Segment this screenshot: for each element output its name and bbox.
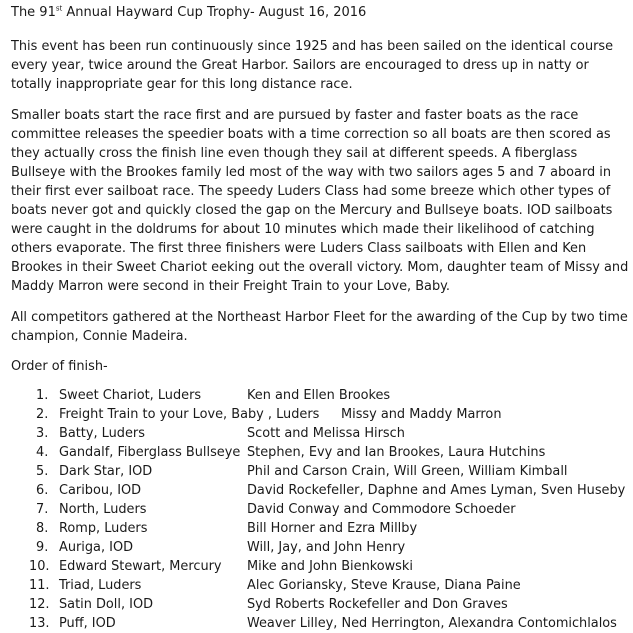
crew-names: Will, Jay, and John Henry xyxy=(247,540,406,555)
boat-name: Triad, Luders xyxy=(59,578,142,593)
list-item xyxy=(11,614,629,633)
list-item xyxy=(11,519,629,538)
crew-names: David Rockefeller, Daphne and Ames Lyman, Sven Huseby xyxy=(247,483,626,498)
finish-number: 11. xyxy=(29,578,50,593)
list-item xyxy=(11,405,629,424)
document-page xyxy=(11,4,629,633)
finish-number: 13. xyxy=(29,616,50,631)
finish-number: 1. xyxy=(36,388,49,403)
title-text-end: Annual Hayward Cup Trophy- August 16, 2016 xyxy=(62,5,367,20)
crew-names: Bill Horner and Ezra Millby xyxy=(247,521,418,536)
list-item xyxy=(11,557,629,576)
finish-list xyxy=(11,386,629,633)
list-item xyxy=(11,538,629,557)
title-ordinal-suffix: st xyxy=(55,4,63,13)
crew-names: Weaver Lilley, Ned Herrington, Alexandra Contomichlalos xyxy=(247,616,617,631)
list-item xyxy=(11,595,629,614)
finish-number: 9. xyxy=(36,540,49,555)
boat-name: Batty, Luders xyxy=(59,426,145,441)
crew-names: Syd Roberts Rockefeller and Don Graves xyxy=(247,597,508,612)
boat-name: Romp, Luders xyxy=(59,521,148,536)
finish-number: 8. xyxy=(36,521,49,536)
finish-number: 7. xyxy=(36,502,49,517)
list-item xyxy=(11,500,629,519)
list-item xyxy=(11,462,629,481)
crew-names: Alec Goriansky, Steve Krause, Diana Paine xyxy=(247,578,521,593)
crew-names: Missy and Maddy Marron xyxy=(341,407,502,422)
finish-number: 6. xyxy=(36,483,49,498)
paragraph-race-report: Smaller boats start the race first and are pursued by faster and faster boats as the race committee releases the speedier boats with a time correction so all boats are then scored as they actually cross the finish line even though they sail at different speeds. A fiberglass Bullseye with the Brookes family led most of the way with two sailors ages 5 and 7 aboard in their first ever sailboat race. The speedy Luders Class had some breeze which other types of boats never got and quickly closed the gap on the Mercury and Bullseye boats. IOD sailboats were caught in the doldrums for about 10 minutes which made their likelihood of catching others evaporate. The first three finishers were Luders Class sailboats with Ellen and Ken Brookes in their Sweet Chariot eeking out the overall victory. Mom, daughter team of Missy and Maddy Marron were second in their Freight Train to your Love, Baby. xyxy=(11,108,629,294)
order-of-finish-heading: Order of finish- xyxy=(11,359,108,374)
crew-names: Phil and Carson Crain, Will Green, William Kimball xyxy=(247,464,568,479)
finish-number: 5. xyxy=(36,464,49,479)
boat-name: Caribou, IOD xyxy=(59,483,142,498)
boat-name: Dark Star, IOD xyxy=(59,464,153,479)
crew-names: Mike and John Bienkowski xyxy=(247,559,413,574)
paragraph-history: This event has been run continuously since 1925 and has been sailed on the identical course every year, twice around the Great Harbor. Sailors are encouraged to dress up in natty or totally inappropriate gear for this long distance race. xyxy=(11,39,614,92)
list-item xyxy=(11,386,629,405)
finish-number: 4. xyxy=(36,445,49,460)
list-item xyxy=(11,576,629,595)
boat-name: North, Luders xyxy=(59,502,147,517)
crew-names: Ken and Ellen Brookes xyxy=(247,388,391,403)
crew-names: Stephen, Evy and Ian Brookes, Laura Hutchins xyxy=(247,445,546,460)
crew-names: David Conway and Commodore Schoeder xyxy=(247,502,516,517)
boat-name: Satin Doll, IOD xyxy=(59,597,154,612)
title-text-start: The 91 xyxy=(11,5,56,20)
boat-name: Puff, IOD xyxy=(59,616,116,631)
boat-name: Auriga, IOD xyxy=(59,540,134,555)
document-title xyxy=(11,4,629,21)
finish-number: 3. xyxy=(36,426,49,441)
list-item xyxy=(11,424,629,443)
boat-name: Freight Train to your Love, Baby , Luders xyxy=(59,407,320,422)
list-item xyxy=(11,443,629,462)
finish-number: 12. xyxy=(29,597,50,612)
finish-number: 10. xyxy=(29,559,50,574)
list-item xyxy=(11,481,629,500)
crew-names: Scott and Melissa Hirsch xyxy=(247,426,405,441)
boat-name: Gandalf, Fiberglass Bullseye xyxy=(59,445,241,460)
boat-name: Edward Stewart, Mercury xyxy=(59,559,222,574)
finish-number: 2. xyxy=(36,407,49,422)
boat-name: Sweet Chariot, Luders xyxy=(59,388,202,403)
paragraph-awards: All competitors gathered at the Northeast Harbor Fleet for the awarding of the Cup by two time champion, Connie Madeira. xyxy=(11,310,628,344)
